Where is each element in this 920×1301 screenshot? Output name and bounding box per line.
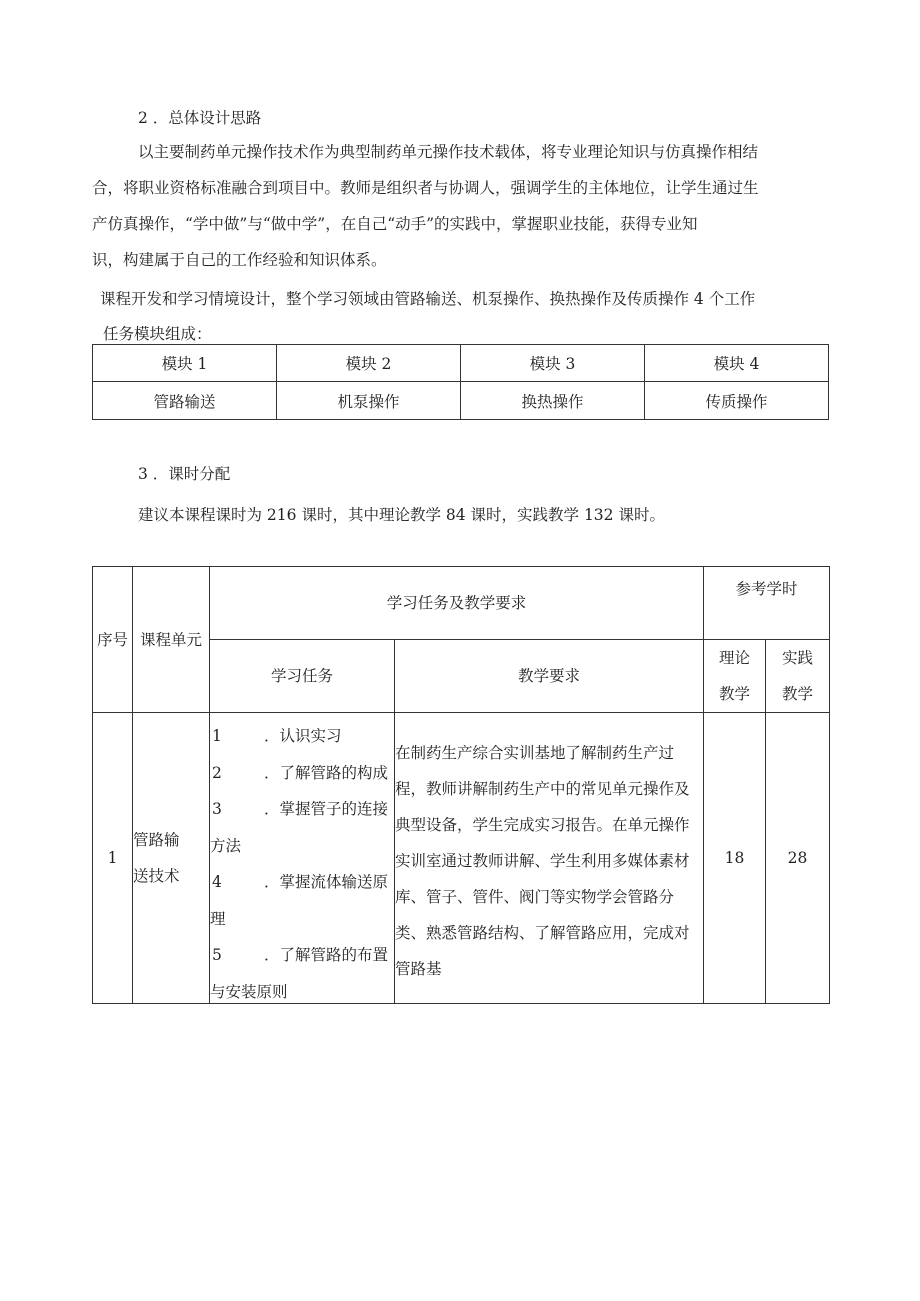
section3-heading: 3 ．课时分配 <box>138 465 231 483</box>
task-line: 4 ．掌握流体输送原 <box>212 873 389 891</box>
row-seq: 1 <box>93 713 133 1004</box>
col-seq-header: 序号 <box>93 567 133 713</box>
module-header: 模块 1 <box>93 345 277 382</box>
modules-intro-line2: 任务模块组成： <box>103 325 212 343</box>
col-task-header: 学习任务 <box>210 640 395 713</box>
col-task-group-header: 学习任务及教学要求 <box>210 567 704 640</box>
module-value: 换热操作 <box>461 382 645 420</box>
module-value: 管路输送 <box>93 382 277 420</box>
para-line: 识，构建属于自己的工作经验和知识体系。 <box>92 251 387 269</box>
row-requirement: 在制药生产综合实训基地了解制药生产过程，教师讲解制药生产中的常见单元操作及典型设备，学生完成实习报告。在单元操作实训室通过教师讲解、学生利用多媒体素材库、管子、管件、阀门等实物学会管路分类、熟悉管路结构、了解管路应用，完成对管路基 <box>395 713 704 1004</box>
col-theory-header <box>704 640 766 713</box>
col-practice-line: 实践 <box>782 649 814 667</box>
para-line: 合，将职业资格标准融合到项目中。教师是组织者与协调人，强调学生的主体地位，让学生通过生 <box>92 179 759 197</box>
col-practice-header <box>766 640 830 713</box>
col-unit-header: 课程单元 <box>133 567 210 713</box>
modules-table <box>92 344 829 420</box>
row-unit-line: 管路输 <box>133 831 180 849</box>
para-line: 以主要制药单元操作技术作为典型制药单元操作技术载体，将专业理论知识与仿真操作相结 <box>138 143 759 161</box>
para-line: 产仿真操作，“学中做”与“做中学”，在自己“动手”的实践中，掌握职业技能，获得专业知 <box>92 215 698 233</box>
hours-paragraph: 建议本课程课时为 216 课时，其中理论教学 84 课时，实践教学 132 课时。 <box>138 506 665 524</box>
task-line: 1 ．认识实习 <box>212 727 342 745</box>
row-unit-line: 送技术 <box>133 867 180 885</box>
col-hours-group-header: 参考学时 <box>704 567 830 640</box>
module-value: 机泵操作 <box>277 382 461 420</box>
task-line: 方法 <box>210 836 242 855</box>
col-theory-line: 理论 <box>719 649 751 667</box>
task-line: 2 ．了解管路的构成 <box>212 763 389 782</box>
section2-heading: 2 ．总体设计思路 <box>138 109 262 127</box>
module-header: 模块 2 <box>277 345 461 382</box>
task-line: 与安装原则 <box>210 982 288 1001</box>
task-line: 3 ．掌握管子的连接 <box>212 800 389 818</box>
col-req-header: 教学要求 <box>395 640 704 713</box>
module-header: 模块 4 <box>645 345 829 382</box>
module-value: 传质操作 <box>645 382 829 420</box>
row-tasks <box>210 713 395 1004</box>
task-line: 5 ．了解管路的布置 <box>212 946 389 964</box>
col-practice-line: 教学 <box>782 685 814 703</box>
module-header: 模块 3 <box>461 345 645 382</box>
col-theory-line: 教学 <box>719 685 751 703</box>
row-unit <box>133 713 210 1004</box>
table-row <box>93 713 830 1004</box>
design-paragraph <box>92 134 832 278</box>
row-practice-hours: 28 <box>766 713 830 1004</box>
hours-table <box>92 566 830 1004</box>
task-line: 理 <box>210 909 226 928</box>
row-theory-hours: 18 <box>704 713 766 1004</box>
modules-intro-line1: 课程开发和学习情境设计，整个学习领域由管路输送、机泵操作、换热操作及传质操作 4 个工作 <box>100 290 756 308</box>
